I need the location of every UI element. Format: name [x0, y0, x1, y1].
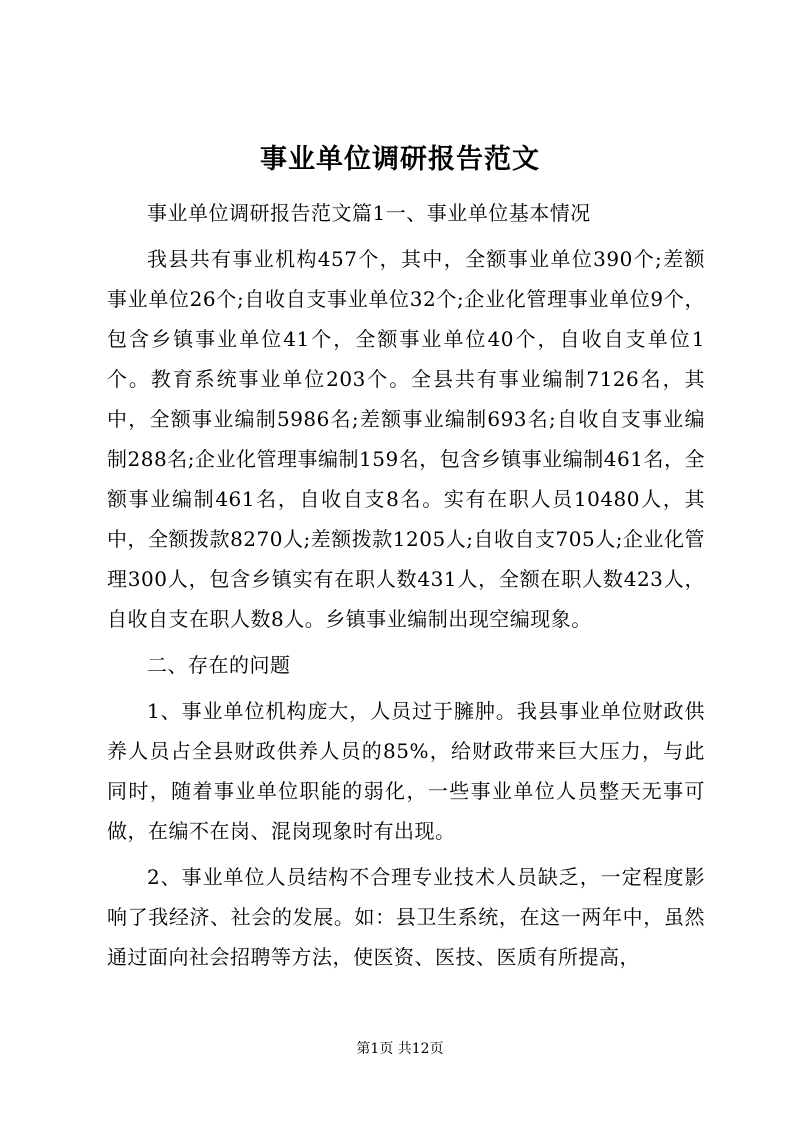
section-heading-problems: 二、存在的问题	[147, 653, 291, 677]
paragraph-problem-2: 2、事业单位人员结构不合理专业技术人员缺乏，一定程度影响了我经济、社会的发展。如：县卫生系统，在这一两年中，虽然通过面向社会招聘等方法，使医资、医技、医质有所提高，	[107, 865, 705, 969]
document-body	[107, 187, 705, 977]
document-title: 事业单位调研报告范文	[260, 144, 540, 175]
page-footer: 第1页 共12页	[356, 1041, 444, 1057]
section-heading-basic-situation: 事业单位调研报告范文篇1一、事业单位基本情况	[147, 201, 591, 225]
paragraph-statistics: 我县共有事业机构457个，其中，全额事业单位390个;差额事业单位26个;自收自支事业单位32个;企业化管理事业单位9个，包含乡镇事业单位41个，全额事业单位40个，自收自支单位1个。教育系统事业单位203个。全县共有事业编制7126名，其中，全额事业编制5986名;差额事业编制693名;自收自支事业编制288名;企业化管理事编制159名，包含乡镇事业编制461名，全额事业编制461名，自收自支8名。实有在职人员10480人，其中，全额拨款8270人;差额拨款1205人;自收自支705人;企业化管理300人，包含乡镇实有在职人数431人，全额在职人数423人，自收自支在职人数8人。乡镇事业编制出现空编现象。	[107, 247, 705, 631]
paragraph-problem-1: 1、事业单位机构庞大，人员过于臃肿。我县事业单位财政供养人员占全县财政供养人员的85%，给财政带来巨大压力，与此同时，随着事业单位职能的弱化，一些事业单位人员整天无事可做，在编不在岗、混岗现象时有出现。	[107, 699, 705, 843]
